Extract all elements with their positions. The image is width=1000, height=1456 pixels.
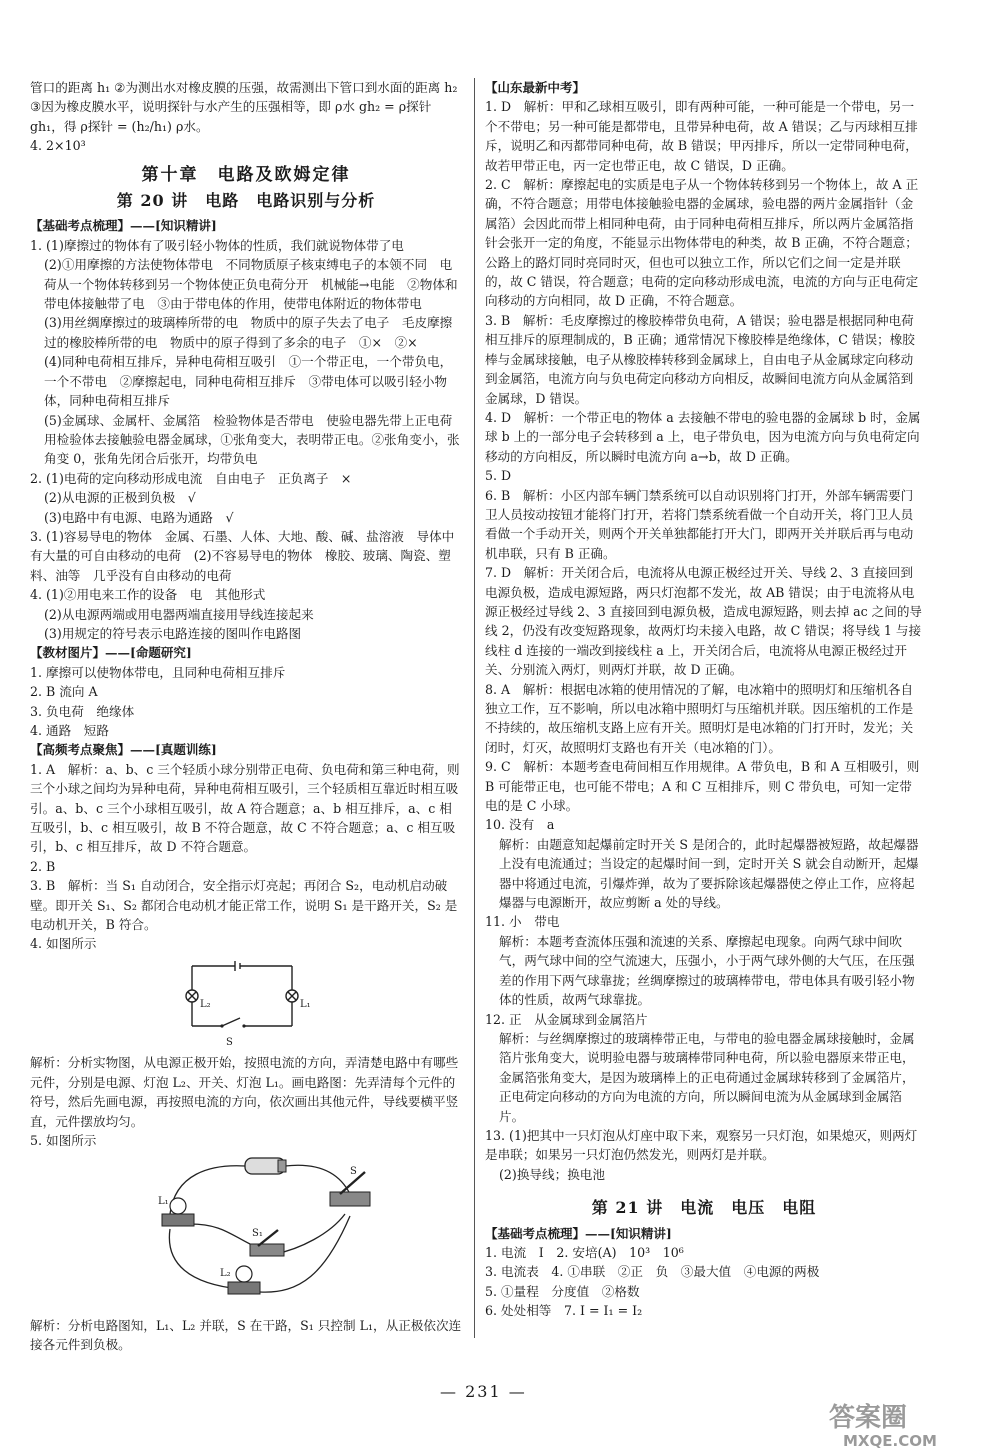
chapter-title: 第十章 电路及欧姆定律 <box>141 164 351 185</box>
answer-item: 11. 小 带电 <box>485 914 560 930</box>
lamp-label: L₁ <box>300 999 311 1011</box>
column-divider <box>474 78 475 1338</box>
answer-item: 2. C 解析：摩擦起电的实质是电子从一个物体转移到另一个物体上，故 A 正确，不符合题意；用带电体接触验电器的金属球，验电器的两片金属指针（金属箔）会因此而带上相同种电荷，由于同种电荷相互排斥，所以两片金属箔指针会张开一定的角度，不能显示出物体带电的种类，故 B 正确，不符合题意；公路上的路灯同时亮同时灭，但也可以独立工作，所以它们之间一定是并联的，故 C 错误，符合题意；电荷的定向移动形成电流，电流的方向与正电荷定向移动的方向相同，故 D 正确，不符合题意。 <box>485 177 919 309</box>
switch-label: S <box>350 1166 357 1178</box>
circuit-diagram-1 <box>30 958 462 1047</box>
lamp-label: L₂ <box>200 999 211 1011</box>
knowledge-line: 3. 电流表 4. ①串联 ②正 负 ③最大值 ④电源的两极 <box>485 1264 820 1280</box>
circuit-diagram-2 <box>30 1154 462 1309</box>
switch-label: S <box>226 1037 233 1049</box>
section-heading: 【基础考点梳理】——[知识精讲] <box>485 1225 672 1241</box>
answer-item: 2. B <box>30 858 56 874</box>
section-heading: 【高频考点聚焦】——[真题训练] <box>30 742 217 758</box>
answer-item: 1. A 解析：a、b、c 三个轻质小球分别带正电荷、负电荷和第三种电荷，则三个小球之间均为异种电荷，异种电荷相互吸引，三个轻质相互靠近时相互吸引。a、b、c 三个小球相互吸引，故 A 符合题意；a、b 相互排斥，a、c 相互吸引，b、c 相互吸引，故 B 不符合题意，故 C 不符合题意；a、c 相互吸引，b、c 相互排斥，故 D 不符合题意。 <box>30 761 460 855</box>
watermark-line2: MXQE.COM <box>843 1432 937 1450</box>
knowledge-line: (5)金属球、金属杆、金属箔 检验物体是否带电 使验电器先带上正电荷用检验体去接触验电器金属球，①张角变大，表明带正电。②张角变小，张角变 0，张角先闭合后张开，均带负电 <box>44 412 460 467</box>
knowledge-line: 3. (1)容易导电的物体 金属、石墨、人体、大地、酸、碱、盐溶液 导体中有大量的可自由移动的电荷 (2)不容易导电的物体 橡胶、玻璃、陶瓷、塑料、油等 几乎没有自由移动的电荷 <box>30 528 455 583</box>
answer-item: 4. 如图所示 <box>30 936 97 952</box>
knowledge-line: (2)①用摩擦的方法使物体带电 不同物质原子核束缚电子的本领不同 电荷从一个物体转移到另一个物体使正负电荷分开 机械能→电能 ②物体和带电体接触带了电 ③由于带电体的作用，使带电体附近的物体带电 <box>44 257 458 312</box>
answer-item: 7. D 解析：开关闭合后，电流将从电源正极经过开关、导线 2、3 直接回到电源负极，造成电源短路，两只灯泡都不发光，故 AB 错误；由于电流将从电源正极经过导线 2、3 直接回到电源负极，造成电源短路，则去掉 ac 之间的导线 2，仍没有改变短路现象，故两灯均未接入电路，故 C 错误；将导线 1 与接线柱 d 连接的一端改到接线柱 a 上，开关闭合后，电流将从电源正极经过开关、分别流入两灯，则两灯并联，故 D 正确。 <box>485 565 923 678</box>
answer-item: 13. (1)把其中一只灯泡从灯座中取下来，观察另一只灯泡，如果熄灭，则两灯是串联；如果另一只灯泡仍然发光，则两灯是并联。 <box>485 1127 918 1163</box>
knowledge-line: 6. 处处相等 7. I = I₁ = I₂ <box>485 1303 643 1319</box>
knowledge-line: (2)从电源两端或用电器两端直接用导线连接起来 <box>44 606 314 622</box>
watermark-logo <box>825 1398 985 1450</box>
knowledge-line: (4)同种电荷相互排斥，异种电荷相互吸引 ①一个带正电，一个带负电，一个不带电 ②摩擦起电，同种电荷相互排斥 ③带电体可以吸引轻小物体，同种电荷相互排斥 <box>44 354 453 409</box>
textbook-line: 1. 摩擦可以使物体带电，且同种电荷相互排斥 <box>30 664 286 680</box>
textbook-line: 4. 通路 短路 <box>30 723 109 738</box>
lecture-title: 第 21 讲 电流 电压 电阻 <box>591 1198 817 1218</box>
answer-explanation: 解析：分析实物图，从电源正极开始，按照电流的方向，弄清楚电路中有哪些元件，分别是电源、灯泡 L₂、开关、灯泡 L₁。画电路图：先弄清每个元件的符号，然后先画电源，再按照电流的方向，依次画出其他元件，导线要横平竖直，元件摆放均匀。 <box>30 1055 459 1129</box>
answer-item: 10. 没有 a <box>485 817 555 833</box>
knowledge-line: 1. 电流 I 2. 安培(A) 10³ 10⁶ <box>485 1244 684 1260</box>
answer-item: (2)换导线；换电池 <box>499 1166 605 1182</box>
answer-item: 9. C 解析：本题考查电荷间相互作用规律。A 带负电，B 和 A 互相吸引，则 B 可能带正电，也可能不带电；A 和 C 互相排斥，则 C 带负电，可知一定带电的是 C 小球。 <box>485 759 920 814</box>
left-column <box>30 78 462 1355</box>
page-number: — 231 — <box>440 1382 527 1401</box>
answer-explanation: 解析：由题意知起爆前定时开关 S 是闭合的，此时起爆器被短路，故起爆器上没有电流通过；当设定的起爆时间一到，定时开关 S 就会自动断开，起爆器中将通过电流，引爆炸弹，故为了要拆除该起爆器使之停止工作，应将起爆器与电源断开，故应剪断 a 处的导线。 <box>499 836 919 911</box>
intro-answer: 4. 2×10³ <box>30 138 86 154</box>
answer-item: 6. B 解析：小区内部车辆门禁系统可以自动识别将门打开，外部车辆需要门卫人员按动按钮才能将门打开，若将门禁系统看做一个自动开关，将门卫人员看做一个手动开关，则两个开关单独都能打开大门，即两开关并联后再与电动机串联，只有 B 正确。 <box>485 487 914 561</box>
textbook-line: 2. B 流向 A <box>30 684 98 700</box>
knowledge-line: (3)电路中有电源、电路为通路 √ <box>44 509 234 525</box>
answer-item: 5. D <box>485 468 512 484</box>
answer-explanation: 解析：与丝绸摩擦过的玻璃棒带正电，与带电的验电器金属球接触时，金属箔片张角变大，说明验电器与玻璃棒带同种电荷，所以验电器原来带正电，金属箔张角变大，是因为玻璃棒上的正电荷通过金属球转移到了金属箔片，正电荷定向移动的方向为电流的方向，所以瞬间电流为从金属球到金属箔片。 <box>499 1030 915 1124</box>
answer-item: 5. 如图所示 <box>30 1132 97 1148</box>
answer-explanation: 解析：本题考查流体压强和流速的关系、摩擦起电现象。向两气球中间吹气，两气球中间的空气流速大，压强小，小于两气球外侧的大气压，在压强差的作用下两气球靠拢；丝绸摩擦过的玻璃棒带电，带电体具有吸引轻小物体的性质，故两气球靠拢。 <box>499 933 915 1008</box>
lamp-label: L₁ <box>158 1196 169 1208</box>
knowledge-line: (3)用丝绸摩擦过的玻璃棒所带的电 物质中的原子失去了电子 毛皮摩擦过的橡胶棒所带的电 物质中的原子得到了多余的电子 ①× ②× <box>44 315 453 350</box>
section-heading: 【教材图片】——[命题研究] <box>30 645 192 661</box>
section-heading: 【基础考点梳理】——[知识精讲] <box>30 218 217 234</box>
knowledge-line: 1. (1)摩擦过的物体有了吸引轻小物体的性质，我们就说物体带了电 <box>30 237 404 253</box>
answer-item: 3. B 解析：毛皮摩擦过的橡胶棒带负电荷，A 错误；验电器是根据同种电荷相互排斥的原理制成的，B 正确；通常情况下橡胶棒是绝缘体，C 错误；橡胶棒与金属球接触，电子从橡胶棒转移到金属球上，自由电子从金属球定向移动到金属箔，电流方向与负电荷定向移动方向相反，故瞬间电流方向从金属箔到金属球，D 错误。 <box>485 312 915 406</box>
knowledge-line: 4. (1)②用电来工作的设备 电 其他形式 <box>30 587 266 603</box>
answer-item: 1. D 解析：甲和乙球相互吸引，即有两种可能，一种可能是一个带电，另一个不带电；另一种可能是都带电，且带异种电荷，故 A 错误；乙与丙球相互排斥，说明乙和丙都带同种电荷，故 B 错误；甲丙排斥，所以一定带同种电荷，故若甲带正电，丙一定也带正电，故 C 错误，D 正确。 <box>485 99 918 173</box>
knowledge-line: 5. ①量程 分度值 ②格数 <box>485 1283 640 1299</box>
answer-item: 12. 正 从金属球到金属箔片 <box>485 1011 648 1027</box>
lecture-title: 第 20 讲 电路 电路识别与分析 <box>116 191 376 211</box>
switch-label: S₁ <box>252 1228 263 1240</box>
textbook-line: 3. 负电荷 绝缘体 <box>30 703 135 719</box>
answer-item: 3. B 解析：当 S₁ 自动闭合，安全指示灯亮起；再闭合 S₂，电动机启动破壁。即开关 S₁、S₂ 都闭合电动机才能正常工作，说明 S₁ 是干路开关，S₂ 是电动机开关，B 符合。 <box>30 878 458 933</box>
intro-text: 管口的距离 h₁ ②为测出水对橡皮膜的压强，故需测出下管口到水面的距离 h₂ ③因为橡皮膜水平，说明探针与水产生的压强相等，即 ρ水 gh₂ = ρ探针 gh₁，得 ρ探针 = (h₂/h₁) ρ水。 <box>30 80 458 134</box>
right-column <box>485 78 923 1321</box>
answer-item: 8. A 解析：根据电冰箱的使用情况的了解，电冰箱中的照明灯和压缩机各自独立工作，互不影响，所以电冰箱中照明灯与压缩机并联。因压缩机的工作是不持续的，故压缩机支路上应有开关。照明灯是电冰箱的门打开时，发光；关闭时，灯灭，故照明灯支路也有开关（电冰箱的门）。 <box>485 681 914 755</box>
watermark-line1: 答案圈 <box>829 1403 908 1433</box>
section-heading: 【山东最新中考】 <box>485 80 586 95</box>
answer-explanation: 解析：分析电路图知，L₁、L₂ 并联，S 在干路，S₁ 只控制 L₁，从正极依次连接各元件到负极。 <box>30 1317 462 1353</box>
knowledge-line: (2)从电源的正极到负极 √ <box>44 490 196 506</box>
knowledge-line: (3)用规定的符号表示电路连接的图叫作电路图 <box>44 625 302 641</box>
knowledge-line: 2. (1)电荷的定向移动形成电流 自由电子 正负离子 × <box>30 470 352 486</box>
answer-item: 4. D 解析：一个带正电的物体 a 去接触不带电的验电器的金属球 b 时，金属球 b 上的一部分电子会转移到 a 上，电子带负电，因为电流方向与负电荷定向移动的方向相反，所以瞬时电流方向 a→b，故 D 正确。 <box>485 409 921 464</box>
lamp-label: L₂ <box>220 1268 231 1280</box>
